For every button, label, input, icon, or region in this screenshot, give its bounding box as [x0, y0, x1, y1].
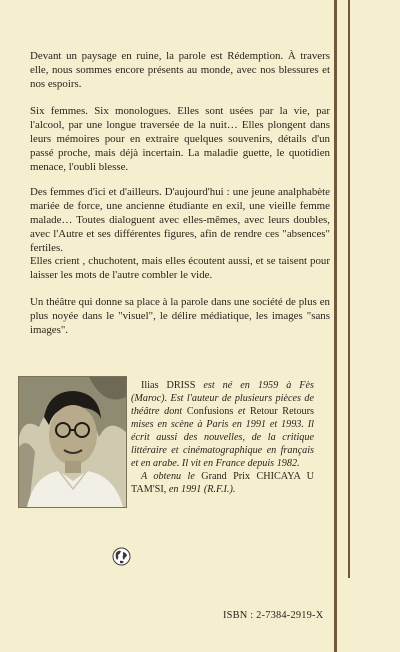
blurb-paragraph-2: Six femmes. Six monologues. Elles sont usées par la vie, par l'alcool, par une longue traversée de la nuit… Elles plongent dans leurs mémoires pour en extraire quelques souvenirs, détails d'un passé proche, mais déjà incertain. La maladie guette, le quotidien menace, l'oubli blesse. [30, 105, 330, 173]
work-title-1: Confusions [186, 406, 234, 417]
prize-year: , en 1991 (R.F.I.). [163, 484, 236, 495]
decorative-rule-right [348, 0, 350, 578]
author-photo [18, 376, 127, 508]
blurb-paragraph-5: Un théâtre qui donne sa place à la parole dans une société de plus en plus noyée dans le "visuel", le délire médiatique, les images "sans images". [30, 296, 330, 336]
blurb-paragraph-1: Devant un paysage en ruine, la parole est Rédemption. À travers elle, nous sommes encore présents au monde, avec nos blessures et nos espoirs. [30, 50, 330, 90]
globe-icon [112, 547, 131, 566]
author-name: Ilias DRISS [141, 380, 196, 391]
blurb-paragraph-4: Elles crient , chuchotent, mais elles écoutent aussi, et se taisent pour laisser les mots de l'autre combler le vide. [30, 255, 330, 281]
author-bio-details: mises en scène à Paris en 1991 et 1993. Il écrit aussi des nouvelles, de la critique littéraire et cinématographique en français et en arabe. Il vit en France depuis 1982. [131, 419, 314, 469]
blurb-paragraph-3: Des femmes d'ici et d'ailleurs. D'aujourd'hui : une jeune analphabète mariée de force, une ancienne étudiante en exil, une vieille femme malade… Toutes dialoguent avec elles-mêmes, avec leurs doubles, avec l'Autre et ses différentes figures, afin de rendre ces "absences" fertiles. [30, 186, 330, 254]
decorative-rule-left [334, 0, 337, 652]
work-title-2: Retour Retours [249, 406, 314, 417]
prize-intro: A obtenu le [141, 471, 202, 482]
author-bio-text: est né en 1959 à Fès (Maroc). Est l'auteur de plusieurs pièces de théâtre dont [131, 380, 314, 417]
author-bio [131, 379, 314, 496]
isbn-number: ISBN : 2-7384-2919-X [223, 610, 324, 621]
author-bio-conjunction: et [233, 406, 250, 417]
prize-name: Grand Prix CHICAYA U TAM'SI [131, 471, 314, 495]
